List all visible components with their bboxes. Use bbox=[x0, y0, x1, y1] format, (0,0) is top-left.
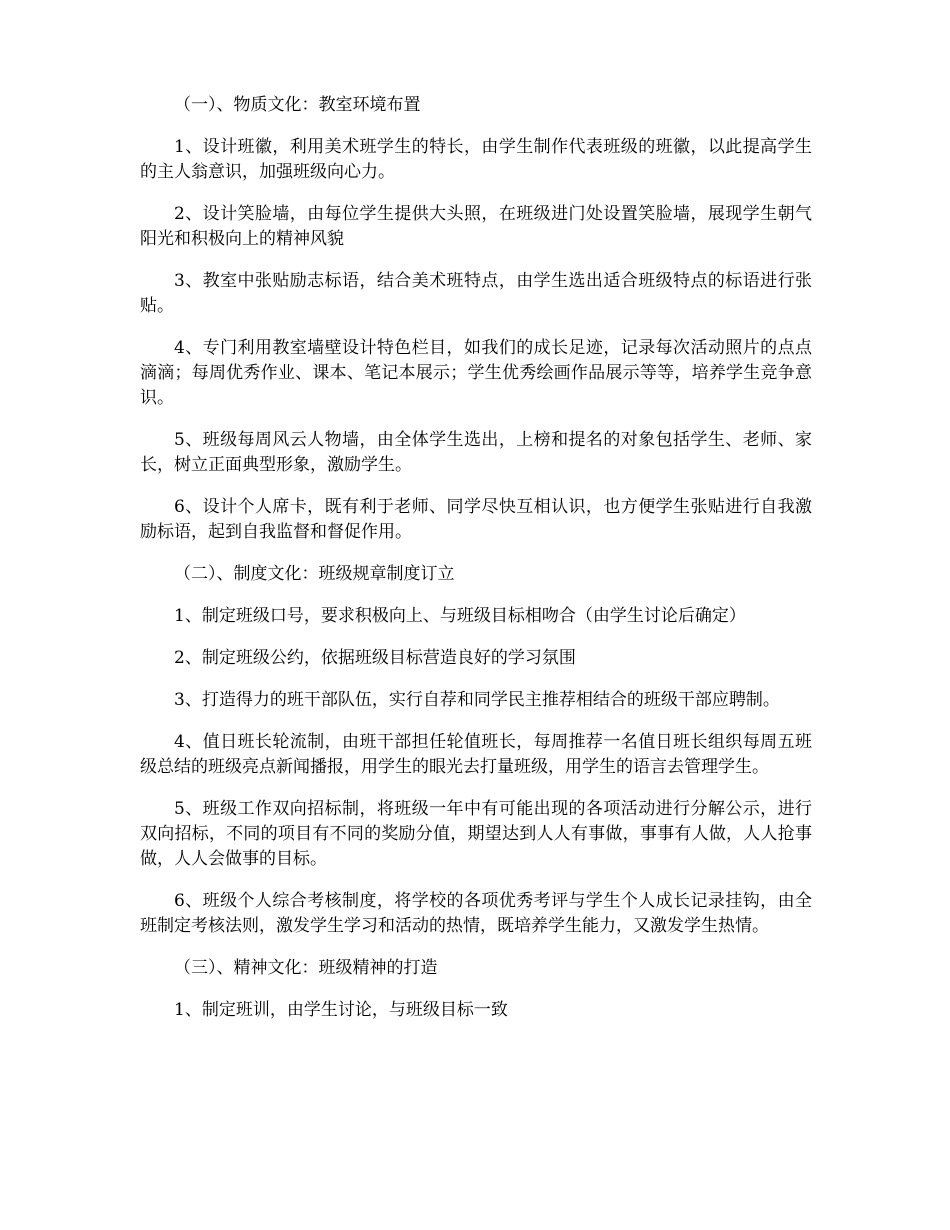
paragraph: 1、设计班徽，利用美术班学生的特长，由学生制作代表班级的班徽，以此提高学生的主人翁意识，加强班级向心力。 bbox=[140, 137, 812, 182]
paragraph: 2、设计笑脸墙，由每位学生提供大头照，在班级进门处设置笑脸墙，展现学生朝气阳光和积极向上的精神风貌 bbox=[140, 204, 812, 249]
paragraph: 4、值日班长轮流制，由班干部担任轮值班长，每周推荐一名值日班长组织每周五班级总结的班级亮点新闻播报，用学生的眼光去打量班级，用学生的语言去管理学生。 bbox=[140, 732, 812, 777]
document-body bbox=[140, 93, 812, 1040]
paragraph: 5、班级每周风云人物墙，由全体学生选出，上榜和提名的对象包括学生、老师、家长，树立正面典型形象，激励学生。 bbox=[140, 430, 812, 475]
paragraph: 1、制定班级口号，要求积极向上、与班级目标相吻合（由学生讨论后确定） bbox=[174, 606, 746, 626]
paragraph: 2、制定班级公约，依据班级目标营造良好的学习氛围 bbox=[174, 648, 576, 668]
paragraph: 1、制定班训，由学生讨论，与班级目标一致 bbox=[174, 1000, 508, 1020]
paragraph: 6、班级个人综合考核制度，将学校的各项优秀考评与学生个人成长记录挂钩，由全班制定考核法则，激发学生学习和活动的热情，既培养学生能力，又激发学生热情。 bbox=[140, 891, 812, 936]
paragraph: 3、教室中张贴励志标语，结合美术班特点，由学生选出适合班级特点的标语进行张贴。 bbox=[140, 271, 812, 316]
paragraph: 5、班级工作双向招标制，将班级一年中有可能出现的各项活动进行分解公示，进行双向招标，不同的项目有不同的奖励分值，期望达到人人有事做，事事有人做，人人抢事做，人人会做事的目标。 bbox=[140, 799, 812, 869]
paragraph: 4、专门利用教室墙壁设计特色栏目，如我们的成长足迹，记录每次活动照片的点点滴滴；每周优秀作业、课本、笔记本展示；学生优秀绘画作品展示等等，培养学生竞争意识。 bbox=[140, 338, 812, 408]
section-heading-3: （三）、精神文化：班级精神的打造 bbox=[174, 958, 438, 978]
paragraph: 3、打造得力的班干部队伍，实行自荐和同学民主推荐相结合的班级干部应聘制。 bbox=[174, 690, 780, 710]
section-heading-2: （二）、制度文化：班级规章制度订立 bbox=[174, 564, 455, 584]
section-heading-1: （一）、物质文化：教室环境布置 bbox=[174, 95, 421, 115]
paragraph: 6、设计个人席卡，既有利于老师、同学尽快互相认识，也方便学生张贴进行自我激励标语，起到自我监督和督促作用。 bbox=[140, 497, 812, 542]
